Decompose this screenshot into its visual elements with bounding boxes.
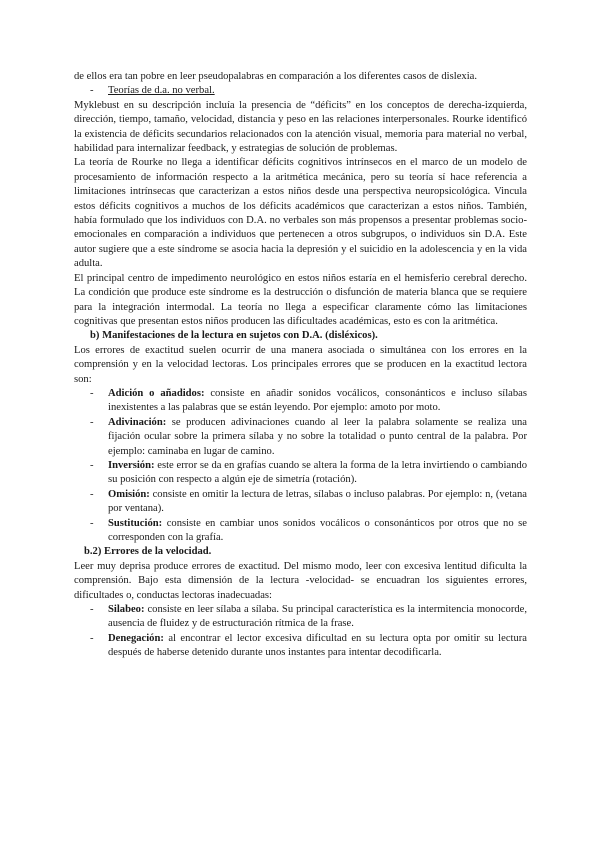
list-item-adivinacion [74, 416, 527, 459]
list-item-adicion [74, 387, 527, 416]
term: Denegación: [108, 632, 164, 644]
list-item-denegacion [74, 632, 527, 661]
list-item-omision [74, 488, 527, 517]
speed-error-list [74, 603, 527, 661]
definition: al encontrar el lector excesiva dificultad en su lectura opta por omitir su lectura después de haberse detenido durante unos instantes para intentar decodificarla. [108, 632, 527, 659]
definition: consiste en omitir la lectura de letras, sílabas o incluso palabras. Por ejemplo: n, (vetana por ventana). [108, 488, 527, 515]
list-dash: - [90, 488, 94, 500]
definition: consiste en añadir sonidos vocálicos, consonánticos e incluso sílabas inexistentes a las palabras que se están leyendo. Por ejemplo: amoto por moto. [108, 387, 527, 414]
term: Sustitución: [108, 517, 163, 529]
exactitude-error-list [74, 387, 527, 545]
list-dash: - [90, 459, 94, 471]
term: Omisión: [108, 488, 150, 500]
paragraph-myklebust: Myklebust en su descripción incluía la presencia de “déficits” en los conceptos de derecha-izquierda, dirección, tiempo, tamaño, velocidad, distancia y peso en las relaciones interpersonales. Rourke identificó la existencia de déficits secundarios relacionados con la atención visual, memoria para material no verbal, habilidad para internalizar feedback, y estrategias de solución de problemas. [74, 99, 527, 155]
term: Silabeo: [108, 604, 145, 616]
list-item-inversion [74, 459, 527, 488]
document-page [74, 70, 527, 661]
term: Adición o añadidos: [108, 387, 205, 399]
paragraph-speed-errors: Leer muy deprisa produce errores de exactitud. Del mismo modo, leer con excesiva lentitud dificulta la comprensión. Bajo esta dimensión de la lectura -velocidad- se encuadran los siguientes errores, dificultades o, conductas lectoras inadecuadas: [74, 560, 527, 601]
heading-reading-manifestations: b) Manifestaciones de la lectura en sujetos con D.A. (disléxicos). [90, 330, 378, 342]
term: Inversión: [108, 459, 155, 471]
paragraph-dislexia-end: de ellos era tan pobre en leer pseudopalabras en comparación a los diferentes casos de dislexia. [74, 71, 477, 82]
list-dash: - [90, 604, 94, 616]
list-dash: - [90, 517, 94, 529]
paragraph-rourke-theory: La teoría de Rourke no llega a identificar déficits cognitivos intrínsecos en el marco de un modelo de procesamiento de información respecto a la aritmética mecánica, pero su teoría sí hace referencia a limitaciones intrínsecas que caracterizan a estos niños desde una perspectiva neuropsicológica. Vincula estos déficits cognitivos a muchos de los déficits académicos que caracterizan a estos niños. También, había formulado que los individuos con D.A. no verbales son más propensos a presentar problemas socio-emocionales en comparación a individuos que pertenecen a otros subgrupos, o individuos sin D.A. Este autor sugiere que a este síndrome se asocia hacia la depresión y el suicidio en la adolescencia y en la vida adulta. [74, 157, 527, 270]
heading-nonverbal-text: Teorías de d.a. no verbal. [108, 85, 215, 97]
heading-speed-errors: b.2) Errores de la velocidad. [84, 546, 212, 558]
paragraph-exactitude-errors: Los errores de exactitud suelen ocurrir de una manera asociada o simultánea con los errores en la comprensión y en la velocidad lectoras. Los principales errores que se producen en la exactitud lectora son: [74, 344, 527, 385]
list-item-silabeo [74, 603, 527, 632]
term: Adivinación: [108, 416, 167, 428]
list-dash: - [90, 387, 94, 399]
definition: consiste en cambiar unos sonidos vocálicos o consonánticos por otros que no se corresponden con la grafía. [108, 517, 527, 543]
list-dash: - [90, 85, 94, 97]
definition: se producen adivinaciones cuando al leer la palabra solamente se realiza una fijación ocular sobre la primera sílaba y no sobre la totalidad o punto central de la palabra. Por ejemplo: caminaba en lugar de camino. [108, 416, 527, 457]
definition: consiste en leer sílaba a sílaba. Su principal característica es la intermitencia monocorde, ausencia de fluidez y de estructuración rítmica de la frase. [108, 604, 527, 630]
list-dash: - [90, 632, 94, 644]
paragraph-neurological-center: El principal centro de impedimento neurológico en estos niños estaría en el hemisferio cerebral derecho. La condición que produce este síndrome es la destrucción o disfunción de materia blanca que se requiere para la integración intermodal. La teoría no llega a especificar claramente cómo las limitaciones cognitivas que presentan estos niños producen las dificultades académicas, esto es con la aritmética. [74, 272, 527, 327]
definition: este error se da en grafías cuando se altera la forma de la letra invirtiendo o cambiando su posición con respecto a algún eje de simetría (rotación). [108, 459, 527, 486]
list-dash: - [90, 416, 94, 428]
list-item-sustitucion [74, 517, 527, 546]
heading-nonverbal-theories [74, 84, 527, 98]
